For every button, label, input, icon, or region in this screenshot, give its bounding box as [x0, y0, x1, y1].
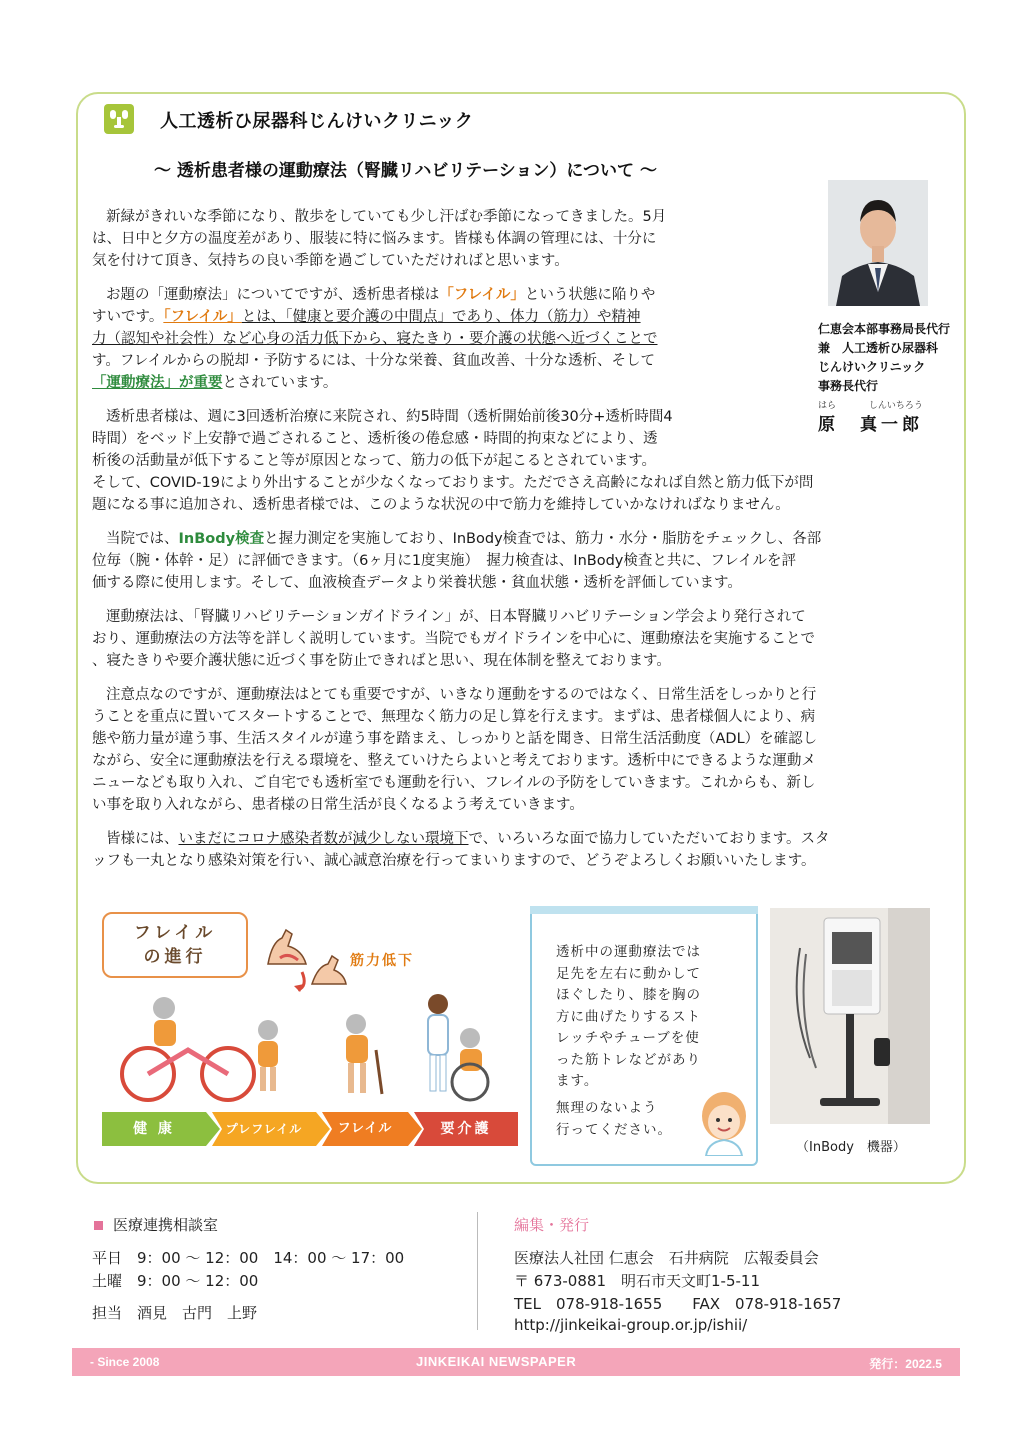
- author-name: 原 真一郎: [818, 415, 923, 435]
- text-span: という状態に陥りや: [524, 287, 656, 303]
- note-line: レッチやチューブを使: [556, 1030, 700, 1046]
- author-name-ruby: はら しんいちろう: [818, 401, 923, 411]
- text-line: 析後の活動量が低下すること等が原因となって、筋力の低下が起こるとされています。: [92, 453, 657, 469]
- text-line: そして、COVID-19により外出することが少なくなっております。ただでさえ高齢になれば自然と筋力低下が問: [92, 475, 814, 491]
- paragraph-frailty: [92, 284, 772, 394]
- text-line: 時間）をベッド上安静で過ごされること、透析後の倦怠感・時間的拘束などにより、透: [92, 431, 658, 447]
- text-line: [92, 828, 952, 850]
- text-span: とされています。: [222, 375, 338, 391]
- clinic-name: 人工透析ひ尿器科じんけいクリニック: [160, 111, 474, 132]
- text-line: おり、運動療法の方法等を詳しく説明しています。当院でもガイドラインを中心に、運動療法を実施することで: [92, 631, 815, 647]
- text-line: ながら、安全に運動療法を行える環境を、整えていけたらよいと考えております。透析中にできるような運動メ: [92, 753, 816, 769]
- device-caption: （InBody 機器）: [796, 1140, 906, 1155]
- board-clip: [530, 906, 758, 914]
- since-label: - Since 2008: [90, 1355, 160, 1369]
- text-line: 運動療法は、「腎臓リハビリテーションガイドライン」が、日本腎臓リハビリテーション学会より発行されて: [106, 609, 806, 625]
- text-span: お題の「運動療法」についてですが、透析患者様は: [106, 287, 440, 303]
- text-line: 位毎（腕・体幹・足）に評価できます。（6ヶ月に1度実施） 握力検査は、InBody検査と共に、フレイルを評: [92, 553, 797, 569]
- stage-label: フレイル: [337, 1121, 393, 1136]
- paragraph-inbody: [92, 528, 952, 594]
- footer-publisher-heading: 編集・発行: [514, 1216, 590, 1234]
- highlight-frailty: 「フレイル」: [163, 309, 242, 325]
- footer-address: 〒 673-0881 明石市天文町1-5-11: [514, 1272, 760, 1290]
- muscle-decline-label: 筋力低下: [350, 953, 414, 969]
- paragraph-closing: [92, 828, 952, 872]
- text-line: ニューなども取り入れ、ご自宅でも透析室でも運動を行い、フレイルの予防をしていきます。これからも、新し: [92, 775, 816, 791]
- caption-line: 仁恵会本部事務局長代行: [818, 322, 951, 336]
- footer-hours-saturday: 土曜 9：00 ～ 12：00: [92, 1272, 259, 1290]
- author-caption: [818, 320, 950, 396]
- stage-label: プレフレイル: [225, 1122, 303, 1136]
- note-line: 透析中の運動療法では: [556, 944, 701, 960]
- text-line: 気を付けて頂き、気持ちの良い季節を過ごしていただければと思います。: [92, 253, 569, 269]
- exercise-note-text: [556, 942, 701, 1093]
- underlined-text: とは、「健康と要介護の中間点」であり、体力（筋力）や精神: [241, 309, 641, 325]
- note-line: 方に曲げたりするスト: [556, 1008, 701, 1025]
- clinic-logo-icon: [104, 104, 134, 134]
- footer-hours-weekday: 平日 9：00 ～ 12：00 14：00 ～ 17：00: [92, 1249, 405, 1267]
- frailty-stages-illustration: [108, 990, 508, 1106]
- stage-label: 健 康: [133, 1121, 175, 1137]
- text-span: すいです。: [92, 309, 164, 325]
- text-line: [92, 306, 772, 328]
- caption-line: 兼 人工透析ひ尿器科: [818, 341, 939, 355]
- text-span: 皆様には、: [106, 831, 179, 847]
- note-line: ほぐしたり、膝を胸の: [556, 987, 701, 1003]
- issue-date: 発行：2022.5: [869, 1357, 942, 1371]
- text-line: は、日中と夕方の温度差があり、服装に特に悩みます。皆様も体調の管理には、十分に: [92, 231, 657, 247]
- note-line: ます。: [556, 1073, 599, 1089]
- note-line: 足先を左右に動かして: [556, 965, 701, 982]
- footer-phone: TEL 078-918-1655 FAX 078-918-1657: [514, 1295, 842, 1313]
- footer-dept-label: 医療連携相談室: [113, 1216, 219, 1234]
- highlight-inbody: InBody検査: [178, 531, 265, 547]
- newspaper-title: JINKEIKAI NEWSPAPER: [416, 1354, 577, 1369]
- text-line: 態や筋力量が違う事、生活スタイルが違う事を踏まえ、しっかりと話を聞き、日常生活活動度（ADL）を確認し: [92, 731, 818, 747]
- text-span: 当院では、: [106, 531, 179, 547]
- text-line: 新緑がきれいな季節になり、散歩をしていても少し汗ばむ季節になってきました。5月: [106, 209, 667, 225]
- text-line: [92, 372, 772, 394]
- stage-label: 要介護: [440, 1121, 492, 1137]
- highlight-frailty: 「フレイル」: [439, 287, 525, 303]
- nurse-icon: [696, 1086, 752, 1156]
- footer-url[interactable]: http://jinkeikai-group.or.jp/ishii/: [514, 1316, 748, 1334]
- text-line: 、寝たきりや要介護状態に近づく事を防止できればと思い、現在体制を整えております。: [92, 653, 671, 669]
- text-line: ッフも一丸となり感染対策を行い、誠心誠意治療を行ってまいりますので、どうぞよろしくお願いいたします。: [92, 853, 816, 869]
- frailty-label-line: フレイル: [133, 923, 217, 943]
- text-line: 注意点なのですが、運動療法はとても重要ですが、いきなり運動をするのではなく、日常生活をしっかりと行: [106, 687, 817, 703]
- author-photo: [828, 180, 928, 306]
- text-line: うことを重点に置いてスタートすることで、無理なく筋力の足し算を行えます。まずは、患者様個人により、病: [92, 709, 816, 725]
- frailty-progress-label: [102, 912, 248, 978]
- paragraph-guideline: [92, 606, 952, 672]
- stage-arrow-healthy: [102, 1112, 220, 1146]
- caption-line: じんけいクリニック: [818, 360, 926, 374]
- text-span: と握力測定を実施しており、InBody検査では、筋力・水分・脂肪をチェックし、各部: [264, 531, 822, 547]
- text-line: す。フレイルからの脱却・予防するには、十分な栄養、貧血改善、十分な透析、そして: [92, 353, 656, 369]
- text-line: 力（認知や社会性）など心身の活力低下から、寝たきり・要介護の状態へ近づくことで: [92, 331, 658, 347]
- stage-arrow-prefrail: [212, 1112, 330, 1146]
- paragraph-dialysis: [92, 406, 952, 516]
- newspaper-bottom-bar: [72, 1348, 960, 1376]
- highlight-exercise: 「運動療法」が重要: [92, 375, 223, 391]
- inbody-device-photo: [770, 908, 930, 1124]
- paragraph-greeting: [92, 206, 772, 272]
- caption-line: 事務長代行: [818, 379, 879, 393]
- text-span: で、いろいろな面で協力していただいております。スタ: [468, 831, 830, 847]
- footer-dept-heading: [94, 1214, 218, 1235]
- text-line: 価する際に使用します。そして、血液検査データより栄養状態・貧血状態・透析を評価しています。: [92, 575, 742, 591]
- stage-arrow-care: [414, 1112, 518, 1146]
- footer-publisher: 医療法人社団 仁恵会 石井病院 広報委員会: [514, 1249, 819, 1267]
- stage-arrow-frail: [322, 1112, 422, 1146]
- article-subtitle: ～ 透析患者様の運動療法（腎臓リハビリテーション）について ～: [154, 161, 657, 181]
- underlined-text: いまだにコロナ感染者数が減少しない環境下: [178, 831, 469, 847]
- footer-divider: [477, 1212, 478, 1330]
- note-line: 無理のないよう: [556, 1100, 658, 1116]
- paragraph-caution: [92, 684, 952, 816]
- text-line: [92, 528, 952, 550]
- note-line: った筋トレなどがあり: [556, 1051, 701, 1068]
- text-line: 透析患者様は、週に3回透析治療に来院され、約5時間（透析開始前後30分+透析時間4: [106, 409, 673, 425]
- text-line: い事を取り入れながら、患者様の日常生活が良くなるよう考えていきます。: [92, 797, 584, 813]
- exercise-note-caution: [556, 1098, 672, 1141]
- text-line: [92, 284, 772, 306]
- text-line: 題になる事に追加され、透析患者様では、このような状況の中で筋力を維持していかなければなりません。: [92, 497, 790, 513]
- arm-muscle-icon: [262, 924, 352, 996]
- note-line: 行ってください。: [556, 1121, 672, 1138]
- pink-square-icon: [94, 1221, 103, 1230]
- footer-staff: 担当 酒見 古門 上野: [92, 1304, 258, 1322]
- frailty-label-line: の進行: [143, 947, 207, 967]
